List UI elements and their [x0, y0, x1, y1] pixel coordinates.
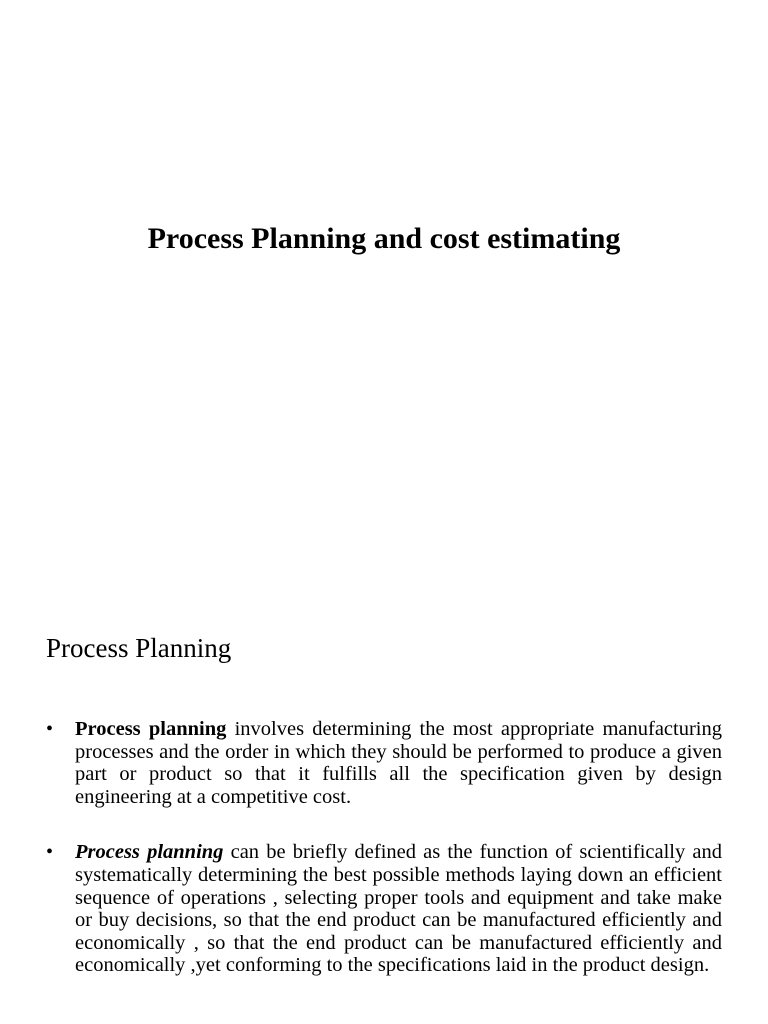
- slide-title: Process Planning and cost estimating: [147, 222, 621, 255]
- bullet-icon: •: [46, 718, 54, 740]
- section-heading: Process Planning: [46, 633, 232, 663]
- bullet-item: [46, 718, 722, 808]
- bullet-list: [46, 718, 722, 1010]
- bullet-term: Process planning: [75, 841, 224, 864]
- bullet-text: can be briefly defined as the function of scientifically and systematically determining the best possible methods laying down an efficient sequence of operations , selecting proper tools and equipment and take make or buy decisions, so that the end product can be manufactured efficiently and economically , so that the end product can be manufactured efficiently and economically ,yet conforming to the specifications laid in the product design.: [75, 841, 722, 977]
- bullet-item: [46, 841, 722, 977]
- content-slide: [0, 576, 768, 1024]
- bullet-term: Process planning: [75, 718, 227, 740]
- bullet-text: involves determining the most appropriate manufacturing processes and the order in which they should be performed to produce a given part or product so that it fulfills all the specification given by design engineering at a competitive cost.: [75, 718, 722, 808]
- bullet-icon: •: [46, 841, 54, 864]
